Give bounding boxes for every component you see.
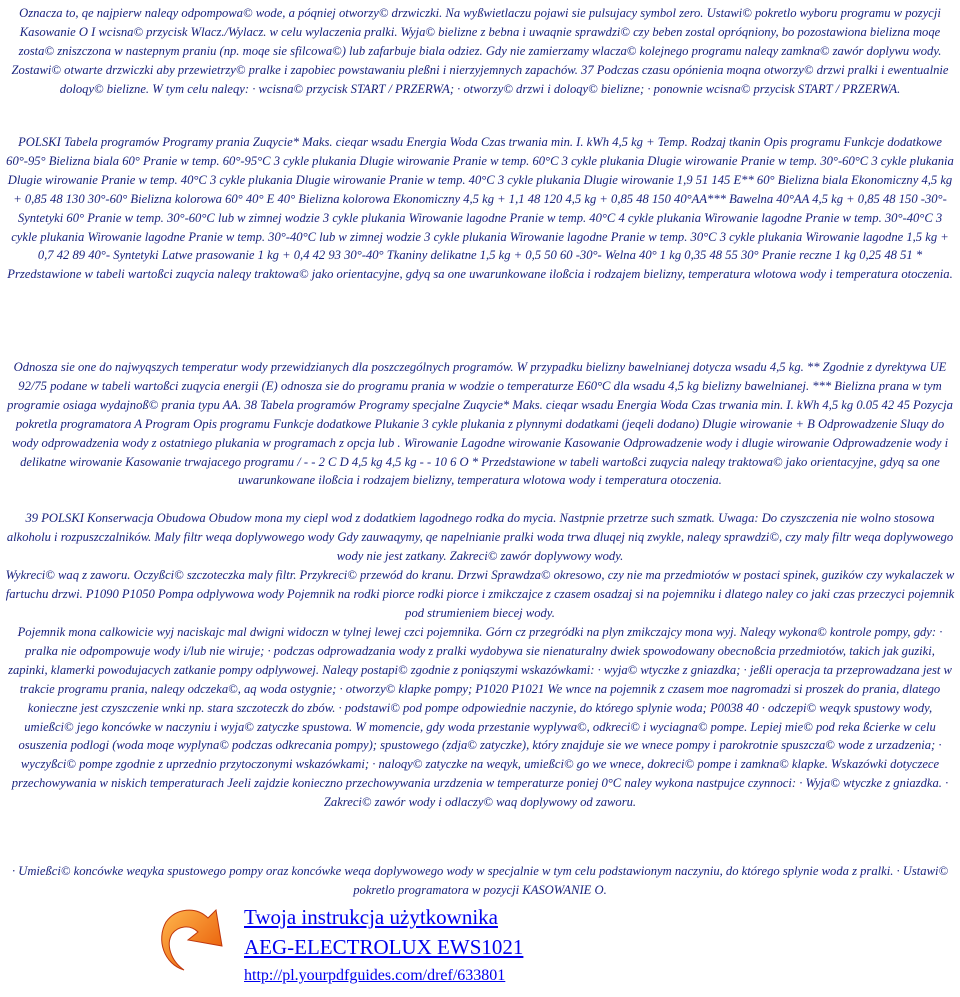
orange-arrow-icon [152, 900, 236, 984]
paragraph-maintenance: 39 POLSKI Konserwacja Obudowa Obudow mona my ciepl wod z dodatkiem lagodnego rodka do mycia. Nastpnie przetrze such szmatk. Uwaga: Do czyszczenia nie wolno stosowa alkoholu i rozpuszczalników. Maly filtr weqa doplywowego wody Gdy zauwaqymy, qe napelnianie pralki woda trwa dluqej niq zwykle, naleqy sprawdzi©, czy maly filtr weqa doplywowego wody nie jest zatkany. Zakreci© zawór doplywowy wody. [6, 511, 954, 563]
paragraph-instructions-end: Oznacza to, qe najpierw naleqy odpompowa© wode, a póqniej otworzy© drzwiczki. Na wyßwietlaczu pojawi sie pulsujacy symbol zero. Ustawi© pokretlo wyboru programu w pozycji Kasowanie O I wcisna© przycisk Wlacz./Wylacz. w celu wylaczenia pralki. Wyja© bielizne z bebna i uwaqnie sprawdzi© czy beben zostal opróqniony, bo pozostawiona bielizna moqe zosta© zniszczona w nastepnym praniu (np. moqe sie sfilcowa©) lub zafarbuje biala odziez. Gdy nie zamierzamy wlacza© kolejnego programu naleqy zamkna© zawór doplywu wody. Zostawi© otwarte drzwiczki aby przewietrzy© pralke i zapobiec powstawaniu pleßni i nierzyjemnych zapachów. 37 Podczas czasu opónienia moqna otworzy© drzwi pralki i ewentualnie doloqy© bielizne. W tym celu naleqy: · wcisna© przycisk START / PRZERWA; · otworzy© drzwi i doloqy© bielizne; · ponownie wcisna© przycisk START / PRZERWA. [11, 6, 949, 96]
paragraph-pump-check: Pojemnik mona calkowicie wyj naciskajc mal dwigni widoczn w tylnej lewej czci pojemnika. Górn cz przegródki na plyn zmikczajcy mona wyj. Naleqy wykona© kontrole pompy, gdy: · pralka nie odpompowuje wody i/lub nie wiruje; · podczas odprowadzania wody z pralki wydobywa sie nienaturalny dwiek spowodowany obecnoßcia przedmiotów, takich jak guziki, zapinki, klamerki powodujacych zatkanie pompy odplywowej. Naleqy postapi© zgodnie z poniqszymi wskazówkami: · wyja© wtyczke z gniazdka; · jeßli operacja ta przeprowadzana jest w trakcie programu prania, naleqy odczeka©, aq woda ostygnie; · otworzy© klapke pompy; P1020 P1021 We wnce na pojemnik z czasem moe nagromadzi si proszek do prania, dlatego konieczne jest czyszczenie wnki np. stara szczoteczk do zbów. · podstawi© pod pompe odpowiednie naczynie, do którego splynie woda; P0038 40 · odczepi© weqyk spustowy wody, umießci© jego koncówke w naczyniu i wyja© zatyczke spustowa. W momencie, gdy woda przestanie wyplywa©, odkreci© i wyciagna© pompe. Lepiej mie© pod reka ßcierke w celu osuszenia podlogi (woda moqe wyplyna© podczas odkrecania pompy); spustowego (zdja© zatyczke), który znajduje sie we wnece pompy i parokrotnie spuszcza© wode z urzadzenia; · wyczyßci© pompe zgodnie z uprzednio przytoczonymi wskazówkami; · naloqy© zatyczke na weqyk, umießci© go we wnece, dokreci© pompe i zamkna© klapke. Wskazówki dotyczece przechowywania w niskich temperaturach Jeeli zajdzie konieczno przechowywania urzdzenia w temperaturze poniej 0°C naley wykona nastpujce czynnoci: · Wyja© wtyczke z gniazdka. · Zakreci© zawór wody i odlaczy© waq doplywowy od zaworu. [8, 625, 952, 810]
paragraph-final-steps: · Umießci© koncówke weqyka spustowego pompy oraz koncówke weqa doplywowego wody w specjalnie w tym celu podstawionym naczyniu, do którego splynie woda z pralki. · Ustawi© pokretlo programatora w pozycji KASOWANIE O. [11, 864, 949, 897]
url-link[interactable]: http://pl.yourpdfguides.com/dref/633801 [244, 967, 506, 984]
paragraph-filter-cleaning: Wykreci© waq z zaworu. Oczyßci© szczoteczka maly filtr. Przykreci© przewód do kranu. Drzwi Sprawdza© okresowo, czy nie ma przedmiotów w postaci spinek, guzików czy wykalaczek w fartuchu drzwi. P1090 P1050 Pompa odplywowa wody Pojemnik na rodki piorce rodki piorce i zmikczajce z czasem osadzaj si na pojemniku i dlatego naley co jaki czas przeczyci pojemnik pod strumieniem biecej wody. [5, 568, 955, 620]
model-link[interactable]: AEG-ELECTROLUX EWS1021 [244, 935, 524, 959]
footer-links [244, 903, 804, 989]
paragraph-program-table: POLSKI Tabela programów Programy prania Zuqycie* Maks. cieqar wsadu Energia Woda Czas trwania min. I. kWh 4,5 kg + Temp. Rodzaj tkanin Opis programu Funkcje dodatkowe 60°-95° Bielizna biala 60° Pranie w temp. 60°-95°C 3 cykle plukania Dlugie wirowanie Pranie w temp. 60°C 3 cykle plukania Dlugie wirowanie Pranie w temp. 30°-60°C 3 cykle plukania Dlugie wirowanie Pranie w temp. 40°C 3 cykle plukania Dlugie wirowanie Pranie w temp. 40°C 3 cykle plukania Dlugie wirowanie 1,9 51 145 E** 60° Bielizna biala Ekonomiczny 4,5 kg + 0,85 48 130 30°-60° Bielizna kolorowa 60° 40° E 40° Bielizna kolorowa Ekonomiczny 4,5 kg + 1,1 48 120 4,5 kg + 0,85 48 150 40°AA*** Bawelna 40°AA 4,5 kg + 0,85 48 150 -30°- Syntetyki 60° Pranie w temp. 30°-60°C lub w zimnej wodzie 3 cykle plukania Wirowanie lagodne Pranie w temp. 40°C 4 cykle plukania Wirowanie lagodne Pranie w temp. 30°-40°C 3 cykle plukania Wirowanie lagodne Pranie w temp. 30°-40°C lub w zimnej wodzie 3 cykle plukania Wirowanie lagodne Pranie w temp. 30°C 3 cykle plukania Wirowanie lagodne 1,5 kg + 0,7 42 89 40°- Syntetyki Latwe prasowanie 1 kg + 0,4 42 93 30°-40° Tkaniny delikatne 1,5 kg + 0,5 50 60 -30°- Welna 40° 1 kg 0,35 48 55 30° Pranie reczne 1 kg 0,25 48 51 * Przedstawione w tabeli wartoßci zuqycia naleqy traktowa© jako orientacyjne, gdyq sa one uwarunkowane iloßcia i rodzajem bielizny, temperatura wlotowa wody i temperatura otoczenia. [6, 135, 954, 282]
manual-title-link[interactable]: Twoja instrukcja użytkownika [244, 905, 498, 929]
paragraph-special-programs: Odnosza sie one do najwyqszych temperatur wody przewidzianych dla poszczególnych programów. W przypadku bielizny bawelnianej dotycza wsadu 4,5 kg. ** Zgodnie z dyrektywa UE 92/75 podane w tabeli wartoßci zuqycia energii (E) odnosza sie do programu prania w wodzie o temperaturze E60°C dla wsadu 4,5 kg bielizny bawelnianej. *** Bielizna prana w tym programie osiaga wydajnoß© prania typu AA. 38 Tabela programów Programy specjalne Zuqycie* Maks. cieqar wsadu Energia Woda Czas trwania min. I. kWh 4,5 kg 0.05 42 45 Pozycja pokretla programatora A Program Opis programu Funkcje dodatkowe Plukanie 3 cykle plukania z plynnymi dodatkami (jeqeli dodano) Dlugie wirowanie + B Odprowadzenie Sluqy do wody odprowadzenia wody z ostatniego plukania w programach z opcja lub . Wirowanie Lagodne wirowanie Kasowanie Odprowadzenie wody i dlugie wirowanie Odprowadzenie wody i delikatne wirowanie Kasowanie trwajacego programu / - - 2 C D 4,5 kg 4,5 kg - - 10 6 O * Przedstawione w tabeli wartoßci zuqycia naleqy traktowa© jako orientacyjne, gdyq sa one uwarunkowane iloßcia i rodzajem bielizny, temperatura wlotowa wody i temperatura otoczenia. [7, 360, 953, 488]
